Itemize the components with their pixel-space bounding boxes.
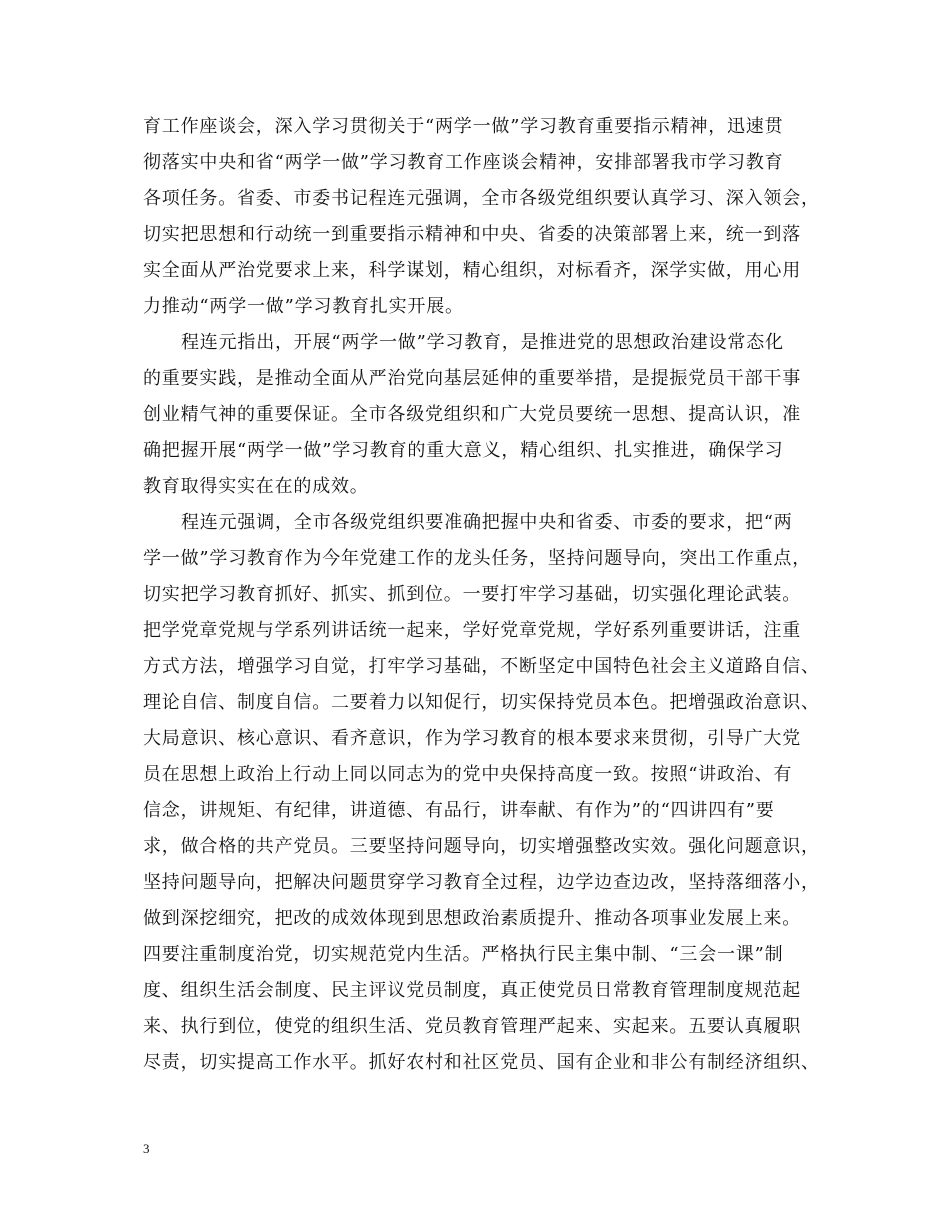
text-line: 员在思想上政治上行动上同以同志为的党中央保持高度一致。按照“讲政治、有 — [143, 764, 793, 785]
text-line: 教育取得实实在在的成效。 — [143, 476, 369, 497]
text-line: 把学党章党规与学系列讲话统一起来，学好党章党规，学好系列重要讲话，注重 — [143, 620, 801, 641]
text-line: 切实把思想和行动统一到重要指示精神和中央、省委的决策部署上来，统一到落 — [143, 224, 801, 245]
text-line: 求，做合格的共产党员。三要坚持问题导向，切实增强整改实效。强化问题意识， — [143, 836, 820, 857]
text-line: 方式方法，增强学习自觉，打牢学习基础，不断坚定中国特色社会主义道路自信、 — [143, 656, 820, 677]
paragraph-first-line: 程连元指出，开展“两学一做”学习教育，是推进党的思想政治建设常态化 — [181, 332, 784, 353]
paragraph-first-line: 程连元强调，全市各级党组织要准确把握中央和省委、市委的要求，把“两 — [181, 512, 793, 533]
text-line: 育工作座谈会，深入学习贯彻关于“两学一做”学习教育重要指示精神，迅速贯 — [143, 116, 784, 137]
text-line: 尽责，切实提高工作水平。抓好农村和社区党员、国有企业和非公有制经济组织、 — [143, 1052, 820, 1073]
text-line: 创业精气神的重要保证。全市各级党组织和广大党员要统一思想、提高认识，准 — [143, 404, 801, 425]
text-line: 力推动“两学一做”学习教育扎实开展。 — [143, 296, 464, 317]
text-line: 确把握开展“两学一做”学习教育的重大意义，精心组织、扎实推进，确保学习 — [143, 440, 784, 461]
text-line: 学一做”学习教育作为今年党建工作的龙头任务，坚持问题导向，突出工作重点， — [143, 548, 811, 569]
text-line: 做到深挖细究，把改的成效体现到思想政治素质提升、推动各项事业发展上来。 — [143, 908, 801, 929]
text-line: 大局意识、核心意识、看齐意识，作为学习教育的根本要求来贯彻，引导广大党 — [143, 728, 801, 749]
text-line: 来、执行到位，使党的组织生活、党员教育管理严起来、实起来。五要认真履职 — [143, 1016, 801, 1037]
text-line: 彻落实中央和省“两学一做”学习教育工作座谈会精神，安排部署我市学习教育 — [143, 152, 784, 173]
text-line: 信念，讲规矩、有纪律，讲道德、有品行，讲奉献、有作为”的“四讲四有”要 — [143, 800, 775, 821]
text-line: 度、组织生活会制度、民主评议党员制度，真正使党员日常教育管理制度规范起 — [143, 980, 801, 1001]
text-line: 理论自信、制度自信。二要着力以知促行，切实保持党员本色。把增强政治意识、 — [143, 692, 820, 713]
text-line: 坚持问题导向，把解决问题贯穿学习教育全过程，边学边查边改，坚持落细落小， — [143, 872, 820, 893]
text-line: 切实把学习教育抓好、抓实、抓到位。一要打牢学习基础，切实强化理论武装。 — [143, 584, 801, 605]
text-line: 实全面从严治党要求上来，科学谋划，精心组织，对标看齐，深学实做，用心用 — [143, 260, 801, 281]
text-line: 的重要实践，是推动全面从严治党向基层延伸的重要举措，是提振党员干部干事 — [143, 368, 801, 389]
text-line: 各项任务。省委、市委书记程连元强调，全市各级党组织要认真学习、深入领会， — [143, 188, 820, 209]
text-line: 四要注重制度治党，切实规范党内生活。严格执行民主集中制、“三会一课”制 — [143, 944, 784, 965]
page-number: 3 — [143, 1141, 150, 1156]
